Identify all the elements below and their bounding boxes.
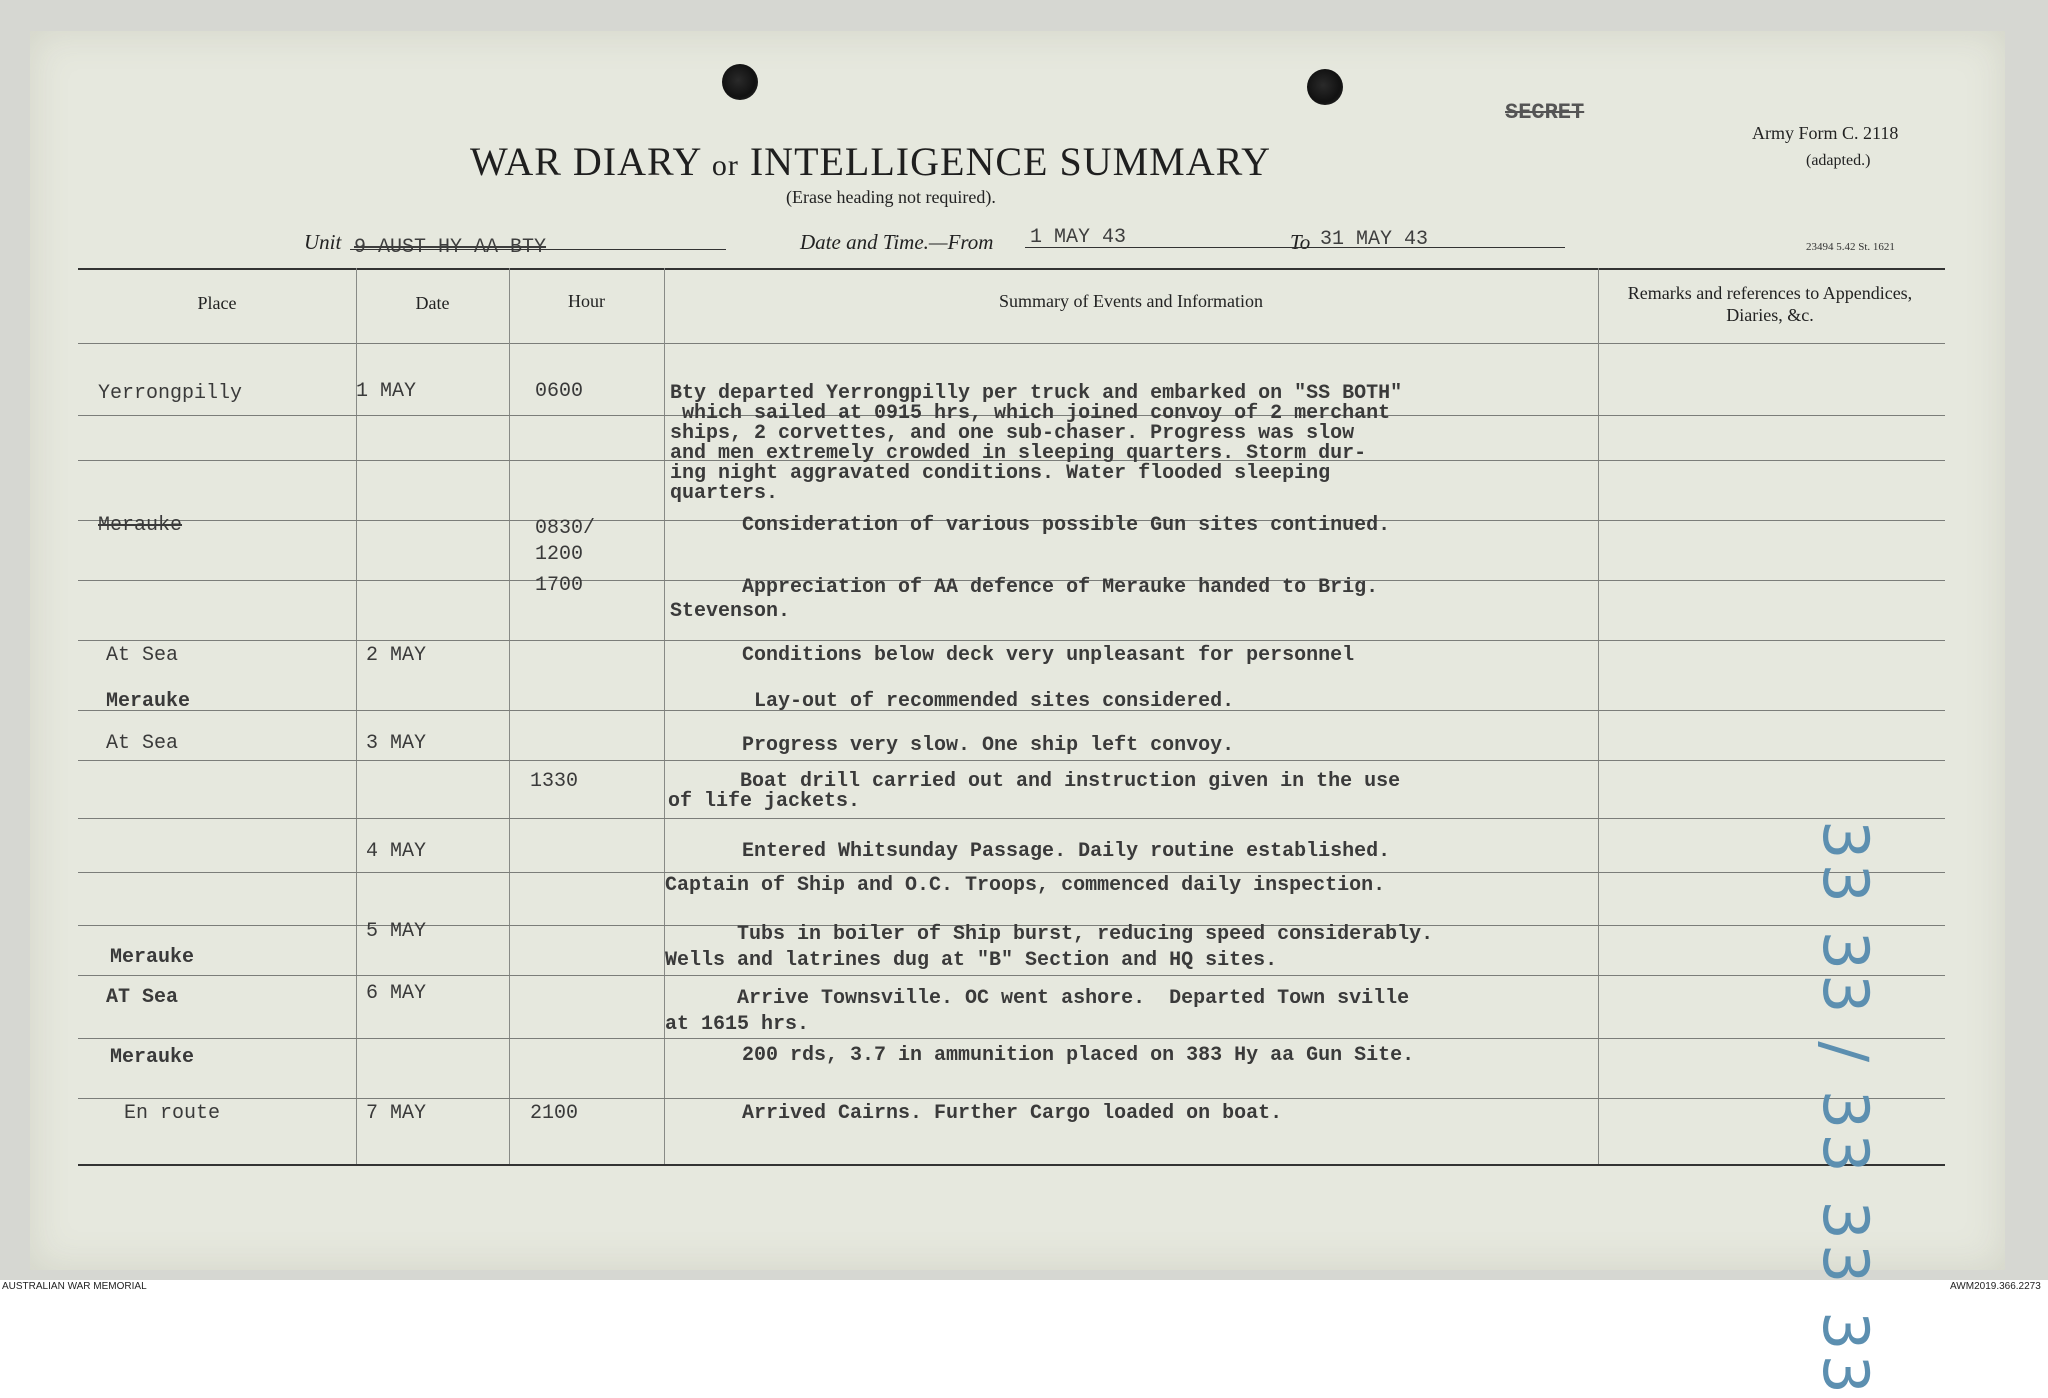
- entry-place: En route: [124, 1102, 221, 1125]
- entry-summary: 200 rds, 3.7 in ammunition placed on 383 Hy aa Gun Site.: [670, 1044, 1415, 1067]
- entry-summary: Entered Whitsunday Passage. Daily routine established.: [670, 840, 1391, 863]
- entry-date: 3 MAY: [366, 732, 427, 755]
- entry-summary: Conditions below deck very unpleasant for personnel: [670, 644, 1355, 667]
- col-divider-hour: [509, 268, 510, 1164]
- unit-label: Unit: [304, 230, 342, 254]
- form-adapted-note: (adapted.): [1806, 152, 1871, 169]
- entry-date: 5 MAY: [366, 920, 427, 943]
- page-subtitle: (Erase heading not required).: [786, 187, 996, 207]
- entry-hour: 0830/ 1200: [535, 517, 596, 566]
- date-time-label: Date and Time.—From: [800, 230, 994, 254]
- entry-summary: Consideration of various possible Gun sites continued.: [670, 514, 1391, 537]
- entry-summary: Lay-out of recommended sites considered.: [670, 690, 1235, 713]
- footer-institution: AUSTRALIAN WAR MEMORIAL: [2, 1281, 147, 1292]
- col-divider-remarks: [1598, 268, 1599, 1164]
- entry-hour: 0600: [535, 380, 584, 403]
- entry-place: Merauke: [110, 946, 195, 969]
- col-header-place: Place: [197, 293, 237, 313]
- row-rule: [78, 760, 1945, 761]
- title-war-diary: WAR DIARY: [470, 139, 701, 184]
- footer-catalogue-number: AWM2019.366.2273: [1950, 1281, 2041, 1292]
- entry-summary: Appreciation of AA defence of Merauke handed to Brig. Stevenson.: [670, 576, 1379, 623]
- entry-place: At Sea: [106, 732, 179, 755]
- unit-value: 9 AUST HY AA BTY: [354, 236, 547, 259]
- entry-summary: Captain of Ship and O.C. Troops, commenced daily inspection.: [665, 874, 1386, 897]
- page-title: [470, 138, 1360, 185]
- col-header-hour: Hour: [568, 291, 605, 311]
- unit-underline: [350, 249, 726, 250]
- entry-place: Merauke: [98, 514, 183, 537]
- entry-place: At Sea: [106, 644, 179, 667]
- entry-summary: Tubs in boiler of Ship burst, reducing speed considerably. Wells and latrines dug at "B" Section and HQ sites.: [665, 923, 1434, 972]
- title-intelligence-summary: INTELLIGENCE SUMMARY: [749, 139, 1271, 184]
- punch-hole-right: [1307, 69, 1343, 105]
- col-header-remarks: Remarks and references to Appendices, Diaries, &c.: [1627, 283, 1913, 325]
- entry-hour: 1330: [530, 770, 579, 793]
- entry-date: 1 MAY: [356, 380, 417, 403]
- row-rule: [78, 1038, 1945, 1039]
- col-header-date: Date: [415, 293, 450, 313]
- entry-place: AT Sea: [106, 986, 179, 1009]
- row-rule: [78, 818, 1945, 819]
- entry-date: 6 MAY: [366, 982, 427, 1005]
- row-rule: [78, 872, 1945, 873]
- entry-hour: 1700: [535, 574, 584, 597]
- table-bottom-rule: [78, 1164, 1945, 1166]
- entry-date: 4 MAY: [366, 840, 427, 863]
- row-rule: [78, 1098, 1945, 1099]
- row-rule: [78, 975, 1945, 976]
- army-form-number: Army Form C. 2118: [1752, 123, 1899, 143]
- row-rule: [78, 640, 1945, 641]
- header-bottom-rule: [78, 343, 1945, 344]
- entry-summary: Progress very slow. One ship left convoy.: [670, 734, 1235, 757]
- title-or: or: [711, 149, 739, 182]
- col-header-summary: Summary of Events and Information: [999, 291, 1263, 311]
- from-date-value: 1 MAY 43: [1030, 226, 1127, 249]
- punch-hole-left: [722, 64, 758, 100]
- entry-summary: Boat drill carried out and instruction given in the use of life jackets.: [668, 770, 1401, 813]
- secret-stamp: SECRET: [1505, 100, 1585, 125]
- entry-summary: Arrived Cairns. Further Cargo loaded on boat.: [670, 1102, 1283, 1125]
- table-top-rule: [78, 268, 1945, 270]
- to-date-value: 31 MAY 43: [1320, 228, 1429, 251]
- handwritten-page-reference: 33 33 / 33 33 33: [1809, 820, 1882, 1398]
- date-underline: [1025, 247, 1565, 248]
- entry-place: Yerrongpilly: [98, 382, 243, 405]
- entry-date: 2 MAY: [366, 644, 427, 667]
- entry-place: Merauke: [110, 1046, 195, 1069]
- entry-date: 7 MAY: [366, 1102, 427, 1125]
- entry-summary: Bty departed Yerrongpilly per truck and embarked on "SS BOTH" which sailed at 0915 hrs, which joined convoy of 2 merchant ships, 2 corvettes, and one sub-chaser. Progress was slow and men extremely crowded in sleeping quarters. Storm dur- ing night aggravated conditions. Water flooded sleeping quarters.: [670, 382, 1403, 505]
- entry-summary: Arrive Townsville. OC went ashore. Departed Town sville at 1615 hrs.: [665, 987, 1410, 1036]
- print-reference: 23494 5.42 St. 1621: [1806, 241, 1895, 253]
- entry-place: Merauke: [106, 690, 191, 713]
- to-label: To: [1290, 230, 1311, 254]
- entry-hour: 2100: [530, 1102, 579, 1125]
